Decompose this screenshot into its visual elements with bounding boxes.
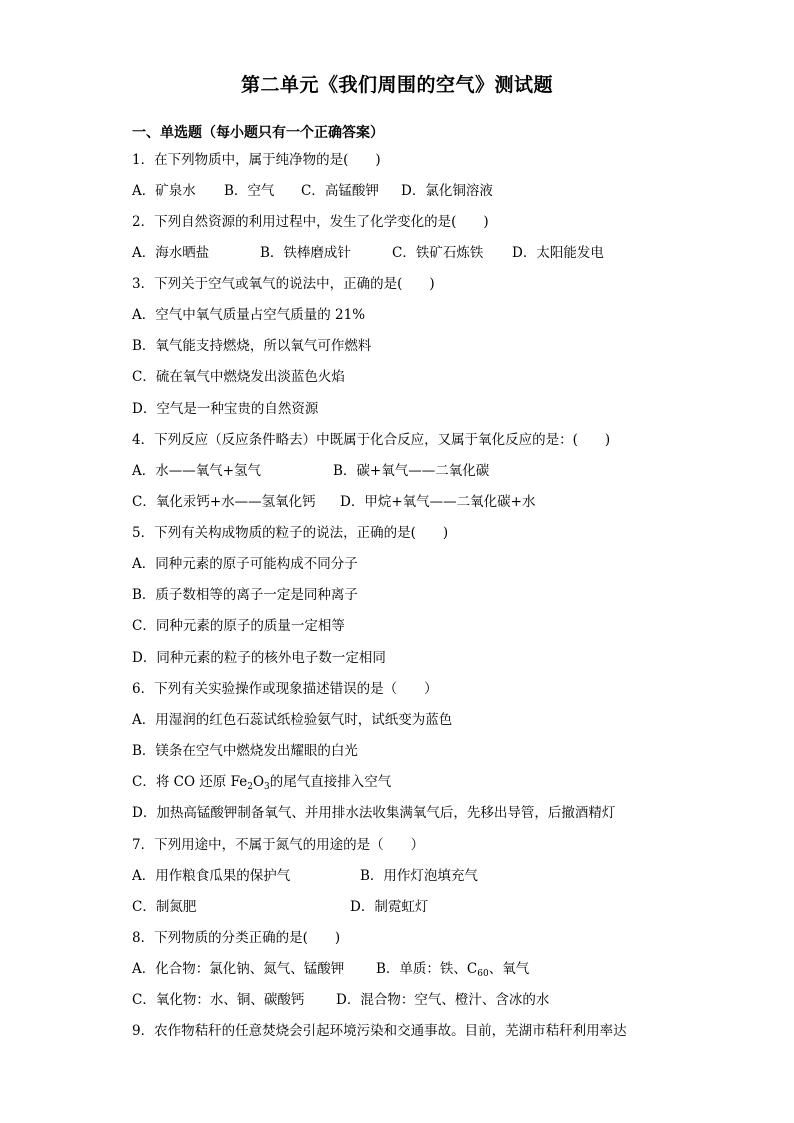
section-heading: 一、单选题（每小题只有一个正确答案） xyxy=(132,125,384,141)
question-7-options-row2 xyxy=(132,897,428,917)
option-d[interactable]: D．同种元素的粒子的核外电子数一定相同 xyxy=(132,650,386,666)
option-d[interactable]: D．空气是一种宝贵的自然资源 xyxy=(132,401,319,417)
option-d[interactable]: D．太阳能发电 xyxy=(512,245,604,261)
question-2-stem: 2．下列自然资源的利用过程中，发生了化学变化的是( ) xyxy=(132,214,489,230)
option-c-text: 的尾气直接排入空气 xyxy=(269,774,392,790)
option-a[interactable]: A．用作粮食瓜果的保护气 xyxy=(132,868,291,884)
option-a[interactable]: A．空气中氧气质量占空气质量的 21% xyxy=(132,307,366,323)
subscript: 2 xyxy=(247,782,253,792)
subscript: 3 xyxy=(264,782,270,792)
option-c[interactable]: C．铁矿石炼铁 xyxy=(392,245,484,261)
option-d[interactable]: D．氯化铜溶液 xyxy=(401,183,493,199)
option-b[interactable]: B．氧气能支持燃烧，所以氧气可作燃料 xyxy=(132,338,372,354)
option-a[interactable]: A．水——氧气+氢气 xyxy=(132,463,262,479)
option-b-text: B．单质：铁、C xyxy=(376,961,478,977)
page-title: 第二单元《我们周围的空气》测试题 xyxy=(240,74,553,96)
option-d[interactable]: D．制霓虹灯 xyxy=(350,899,429,915)
option-c[interactable]: C．制氮肥 xyxy=(132,899,197,915)
option-b[interactable]: B．质子数相等的离子一定是同种离子 xyxy=(132,587,358,603)
option-b-text: 、氧气 xyxy=(488,961,530,977)
option-b[interactable]: B．铁棒磨成针 xyxy=(260,245,351,261)
question-1-options xyxy=(132,181,493,201)
option-c[interactable]: C．同种元素的原子的质量一定相等 xyxy=(132,618,345,634)
question-8-stem: 8．下列物质的分类正确的是( ) xyxy=(132,930,341,946)
question-3-stem: 3．下列关于空气或氧气的说法中，正确的是( ) xyxy=(132,276,435,292)
question-4-stem: 4．下列反应（反应条件略去）中既属于化合反应，又属于氧化反应的是：( ) xyxy=(132,432,611,448)
question-2-options xyxy=(132,243,604,263)
option-d[interactable]: D．加热高锰酸钾制备氧气、并用排水法收集满氧气后，先移出导管，后撤酒精灯 xyxy=(132,805,616,821)
option-b[interactable]: B．碳+氧气——二氧化碳 xyxy=(333,463,490,479)
option-a[interactable]: A．用湿润的红色石蕊试纸检验氨气时，试纸变为蓝色 xyxy=(132,712,453,728)
option-c[interactable] xyxy=(132,772,391,797)
option-b[interactable]: B．空气 xyxy=(224,183,275,199)
option-c[interactable]: C．高锰酸钾 xyxy=(301,183,379,199)
option-b[interactable]: B．用作灯泡填充气 xyxy=(360,868,478,884)
option-c-text: C．将 CO 还原 Fe xyxy=(132,774,248,790)
option-c[interactable]: C．氧化汞钙+水——氢氧化钙 xyxy=(132,494,316,510)
question-4-options-row1 xyxy=(132,461,489,481)
option-a[interactable]: A．矿泉水 xyxy=(132,183,196,199)
option-b[interactable] xyxy=(376,959,529,984)
question-1-stem: 1．在下列物质中，属于纯净物的是( ) xyxy=(132,152,381,168)
question-9-stem: 9．农作物秸秆的任意焚烧会引起环境污染和交通事故。目前，芜湖市秸秆利用率达 xyxy=(132,1023,627,1039)
option-a[interactable]: A．同种元素的原子可能构成不同分子 xyxy=(132,556,358,572)
question-6-stem: 6．下列有关实验操作或现象描述错误的是（ ） xyxy=(132,681,438,697)
option-c[interactable]: C．氧化物：水、铜、碳酸钙 xyxy=(132,992,305,1008)
question-8-options-row2 xyxy=(132,990,549,1010)
option-b[interactable]: B．镁条在空气中燃烧发出耀眼的白光 xyxy=(132,743,358,759)
question-8-options-row1 xyxy=(132,959,529,984)
option-a[interactable]: A．海水晒盐 xyxy=(132,245,210,261)
question-4-options-row2 xyxy=(132,492,535,512)
question-7-options-row1 xyxy=(132,866,478,886)
question-5-stem: 5．下列有关构成物质的粒子的说法，正确的是( ) xyxy=(132,525,449,541)
option-c-text: O xyxy=(252,774,265,790)
question-7-stem: 7．下列用途中，不属于氮气的用途的是（ ） xyxy=(132,837,425,853)
option-a[interactable]: A．化合物：氯化钠、氮气、锰酸钾 xyxy=(132,961,345,977)
option-d[interactable]: D．混合物：空气、橙汁、含冰的水 xyxy=(336,992,550,1008)
option-c[interactable]: C．硫在氧气中燃烧发出淡蓝色火焰 xyxy=(132,369,345,385)
option-d[interactable]: D．甲烷+氧气——二氧化碳+水 xyxy=(340,494,536,510)
subscript: 60 xyxy=(477,969,489,979)
